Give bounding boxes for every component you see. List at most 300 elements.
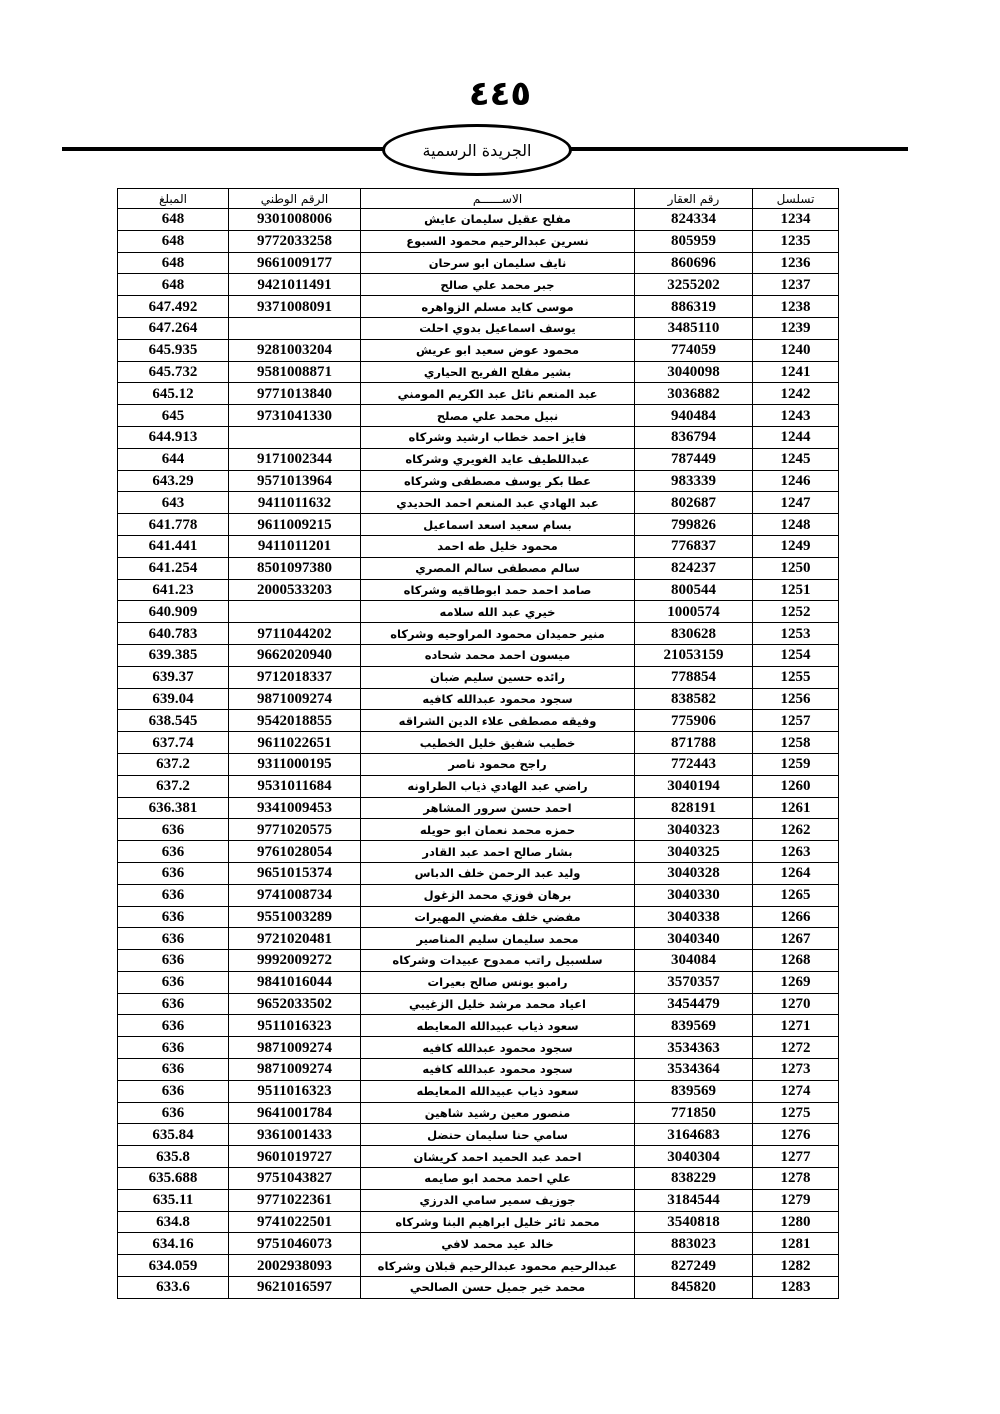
serial-cell: 1271: [753, 1015, 839, 1037]
serial-cell: 1265: [753, 884, 839, 906]
column-header-amount: المبلغ: [118, 189, 229, 209]
table-row: [118, 1277, 839, 1299]
amount-cell: 643: [118, 492, 229, 514]
property-no-cell: 3040338: [635, 906, 753, 928]
name-cell: بسام سعيد اسعد اسماعيل: [361, 514, 635, 536]
national-no-cell: 9771022361: [229, 1189, 361, 1211]
serial-cell: 1266: [753, 906, 839, 928]
name-cell: عبد المنعم نائل عبد الكريم المومني: [361, 383, 635, 405]
name-cell: برهان فوزي محمد الزغول: [361, 884, 635, 906]
table-row: [118, 753, 839, 775]
serial-cell: 1248: [753, 514, 839, 536]
property-no-cell: 787449: [635, 448, 753, 470]
table-row: [118, 688, 839, 710]
property-no-cell: 3164683: [635, 1124, 753, 1146]
serial-cell: 1272: [753, 1037, 839, 1059]
national-no-cell: 9611022651: [229, 732, 361, 754]
serial-cell: 1280: [753, 1211, 839, 1233]
name-cell: سلسبيل راتب ممدوح عبيدات وشركاه: [361, 950, 635, 972]
property-no-cell: 830628: [635, 623, 753, 645]
amount-cell: 636: [118, 950, 229, 972]
serial-cell: 1259: [753, 753, 839, 775]
property-no-cell: 845820: [635, 1277, 753, 1299]
table-row: [118, 884, 839, 906]
table-row: [118, 274, 839, 296]
property-no-cell: 3040098: [635, 361, 753, 383]
serial-cell: 1251: [753, 579, 839, 601]
national-no-cell: 9751043827: [229, 1168, 361, 1190]
amount-cell: 639.04: [118, 688, 229, 710]
table-row: [118, 1059, 839, 1081]
national-no-cell: 9571013964: [229, 470, 361, 492]
property-no-cell: 828191: [635, 797, 753, 819]
name-cell: محمد سليمان سليم المناصير: [361, 928, 635, 950]
national-no-cell: 9551003289: [229, 906, 361, 928]
table-row: [118, 405, 839, 427]
amount-cell: 635.11: [118, 1189, 229, 1211]
name-cell: نايف سليمان ابو سرحان: [361, 252, 635, 274]
name-cell: مفلح عقيل سليمان عايش: [361, 209, 635, 231]
national-no-cell: 9542018855: [229, 710, 361, 732]
property-no-cell: 3255202: [635, 274, 753, 296]
national-no-cell: 9361001433: [229, 1124, 361, 1146]
national-no-cell: 9531011684: [229, 775, 361, 797]
property-no-cell: 3040340: [635, 928, 753, 950]
national-no-cell: 9741008734: [229, 884, 361, 906]
amount-cell: 634.059: [118, 1255, 229, 1277]
amount-cell: 645.935: [118, 339, 229, 361]
serial-cell: 1276: [753, 1124, 839, 1146]
property-no-cell: 799826: [635, 514, 753, 536]
serial-cell: 1240: [753, 339, 839, 361]
amount-cell: 636: [118, 819, 229, 841]
serial-cell: 1273: [753, 1059, 839, 1081]
records-table: [117, 188, 839, 1299]
national-no-cell: 9871009274: [229, 1059, 361, 1081]
table-row: [118, 819, 839, 841]
property-no-cell: 3184544: [635, 1189, 753, 1211]
name-cell: عبد الهادي عبد المنعم احمد الحديدي: [361, 492, 635, 514]
serial-cell: 1263: [753, 841, 839, 863]
national-no-cell: 9871009274: [229, 688, 361, 710]
amount-cell: 645.12: [118, 383, 229, 405]
name-cell: احمد عبد الحميد احمد كريشان: [361, 1146, 635, 1168]
name-cell: سامي حنا سليمان حنضل: [361, 1124, 635, 1146]
amount-cell: 638.545: [118, 710, 229, 732]
table-row: [118, 557, 839, 579]
table-row: [118, 862, 839, 884]
name-cell: نبيل محمد علي مصلح: [361, 405, 635, 427]
table-row: [118, 317, 839, 339]
name-cell: سجود محمود عبدالله كافيه: [361, 1059, 635, 1081]
name-cell: جبر محمد علي صالح: [361, 274, 635, 296]
national-no-cell: 9421011491: [229, 274, 361, 296]
property-no-cell: 3040304: [635, 1146, 753, 1168]
serial-cell: 1270: [753, 993, 839, 1015]
property-no-cell: 304084: [635, 950, 753, 972]
serial-cell: 1249: [753, 535, 839, 557]
table-row: [118, 841, 839, 863]
national-no-cell: 9771013840: [229, 383, 361, 405]
amount-cell: 636: [118, 928, 229, 950]
table-row: [118, 1146, 839, 1168]
national-no-cell: 9411011632: [229, 492, 361, 514]
table-row: [118, 1233, 839, 1255]
national-no-cell: 9751046073: [229, 1233, 361, 1255]
property-no-cell: 802687: [635, 492, 753, 514]
national-no-cell: 8501097380: [229, 557, 361, 579]
name-cell: راضي عبد الهادي ذياب الطراونه: [361, 775, 635, 797]
serial-cell: 1252: [753, 601, 839, 623]
amount-cell: 636: [118, 1059, 229, 1081]
serial-cell: 1246: [753, 470, 839, 492]
national-no-cell: 9992009272: [229, 950, 361, 972]
name-cell: راجح محمود ناصر: [361, 753, 635, 775]
table-row: [118, 448, 839, 470]
national-no-cell: 9661009177: [229, 252, 361, 274]
national-no-cell: 9772033258: [229, 230, 361, 252]
serial-cell: 1261: [753, 797, 839, 819]
property-no-cell: 3570357: [635, 971, 753, 993]
serial-cell: 1250: [753, 557, 839, 579]
national-no-cell: 9311000195: [229, 753, 361, 775]
serial-cell: 1234: [753, 209, 839, 231]
name-cell: محمود خليل طه احمد: [361, 535, 635, 557]
amount-cell: 644.913: [118, 426, 229, 448]
name-cell: وليد عبد الرحمن خلف الدباس: [361, 862, 635, 884]
serial-cell: 1258: [753, 732, 839, 754]
property-no-cell: 871788: [635, 732, 753, 754]
property-no-cell: 1000574: [635, 601, 753, 623]
table-row: [118, 644, 839, 666]
name-cell: محمود عوض سعيد ابو عريش: [361, 339, 635, 361]
name-cell: مفضي خلف مفضي المهيرات: [361, 906, 635, 928]
property-no-cell: 3534363: [635, 1037, 753, 1059]
name-cell: محمد ثائر خليل ابراهيم البنا وشركاه: [361, 1211, 635, 1233]
national-no-cell: 9581008871: [229, 361, 361, 383]
column-header-name: الاســــــم: [361, 189, 635, 209]
table-row: [118, 623, 839, 645]
amount-cell: 636: [118, 1037, 229, 1059]
name-cell: ميسون احمد محمد شحاده: [361, 644, 635, 666]
serial-cell: 1241: [753, 361, 839, 383]
national-no-cell: 9371008091: [229, 296, 361, 318]
table-row: [118, 1037, 839, 1059]
table-row: [118, 426, 839, 448]
name-cell: سجود محمود عبدالله كافيه: [361, 1037, 635, 1059]
amount-cell: 637.2: [118, 775, 229, 797]
table-row: [118, 339, 839, 361]
serial-cell: 1282: [753, 1255, 839, 1277]
amount-cell: 648: [118, 274, 229, 296]
amount-cell: 635.8: [118, 1146, 229, 1168]
column-header-serial: تسلسل: [753, 189, 839, 209]
serial-cell: 1269: [753, 971, 839, 993]
name-cell: موسى كايد مسلم الزواهره: [361, 296, 635, 318]
amount-cell: 636: [118, 841, 229, 863]
table-row: [118, 775, 839, 797]
name-cell: علي احمد محمد ابو صايمه: [361, 1168, 635, 1190]
table-row: [118, 1255, 839, 1277]
property-no-cell: 776837: [635, 535, 753, 557]
name-cell: يوسف اسماعيل بدوي احلت: [361, 317, 635, 339]
property-no-cell: 983339: [635, 470, 753, 492]
name-cell: بشير مفلح الفريح الحياري: [361, 361, 635, 383]
amount-cell: 636: [118, 884, 229, 906]
serial-cell: 1235: [753, 230, 839, 252]
name-cell: سجود محمود عبدالله كافيه: [361, 688, 635, 710]
name-cell: سالم مصطفى سالم المصري: [361, 557, 635, 579]
table-row: [118, 1124, 839, 1146]
national-no-cell: [229, 426, 361, 448]
serial-cell: 1245: [753, 448, 839, 470]
property-no-cell: 824237: [635, 557, 753, 579]
table-row: [118, 252, 839, 274]
name-cell: نسرين عبدالرحيم محمود السبوع: [361, 230, 635, 252]
amount-cell: 634.8: [118, 1211, 229, 1233]
amount-cell: 647.264: [118, 317, 229, 339]
amount-cell: 648: [118, 209, 229, 231]
national-no-cell: 9601019727: [229, 1146, 361, 1168]
name-cell: صامد احمد حمد ابوطاقيه وشركاه: [361, 579, 635, 601]
amount-cell: 636: [118, 1102, 229, 1124]
table-row: [118, 579, 839, 601]
property-no-cell: 3040325: [635, 841, 753, 863]
serial-cell: 1264: [753, 862, 839, 884]
serial-cell: 1279: [753, 1189, 839, 1211]
property-no-cell: 838229: [635, 1168, 753, 1190]
national-no-cell: 9651015374: [229, 862, 361, 884]
national-no-cell: 9641001784: [229, 1102, 361, 1124]
table-row: [118, 1168, 839, 1190]
amount-cell: 641.778: [118, 514, 229, 536]
national-no-cell: [229, 601, 361, 623]
serial-cell: 1238: [753, 296, 839, 318]
amount-cell: 641.254: [118, 557, 229, 579]
property-no-cell: 839569: [635, 1015, 753, 1037]
amount-cell: 634.16: [118, 1233, 229, 1255]
table-row: [118, 993, 839, 1015]
serial-cell: 1283: [753, 1277, 839, 1299]
property-no-cell: 771850: [635, 1102, 753, 1124]
amount-cell: 641.23: [118, 579, 229, 601]
serial-cell: 1277: [753, 1146, 839, 1168]
serial-cell: 1278: [753, 1168, 839, 1190]
serial-cell: 1236: [753, 252, 839, 274]
serial-cell: 1255: [753, 666, 839, 688]
table-row: [118, 1189, 839, 1211]
amount-cell: 647.492: [118, 296, 229, 318]
table-row: [118, 928, 839, 950]
name-cell: وفيقه مصطفى علاء الدين الشراقه: [361, 710, 635, 732]
table-row: [118, 1102, 839, 1124]
property-no-cell: 3485110: [635, 317, 753, 339]
amount-cell: 636: [118, 906, 229, 928]
name-cell: رائده حسين سليم ضبان: [361, 666, 635, 688]
table-row: [118, 514, 839, 536]
serial-cell: 1254: [753, 644, 839, 666]
amount-cell: 641.441: [118, 535, 229, 557]
property-no-cell: 824334: [635, 209, 753, 231]
table-row: [118, 950, 839, 972]
serial-cell: 1242: [753, 383, 839, 405]
records-body: [118, 209, 839, 1299]
amount-cell: 637.74: [118, 732, 229, 754]
property-no-cell: 805959: [635, 230, 753, 252]
serial-cell: 1244: [753, 426, 839, 448]
table-row: [118, 296, 839, 318]
serial-cell: 1247: [753, 492, 839, 514]
table-row: [118, 209, 839, 231]
property-no-cell: 778854: [635, 666, 753, 688]
name-cell: عبداللطيف عايد الغويري وشركاه: [361, 448, 635, 470]
publication-title-badge: [382, 124, 572, 176]
national-no-cell: 9761028054: [229, 841, 361, 863]
name-cell: فايز احمد خطاب ارشيد وشركاه: [361, 426, 635, 448]
amount-cell: 635.84: [118, 1124, 229, 1146]
national-no-cell: 9511016323: [229, 1015, 361, 1037]
name-cell: منير حميدان محمود المراوحيه وشركاه: [361, 623, 635, 645]
name-cell: احمد حسن سرور المشاهر: [361, 797, 635, 819]
table-row: [118, 971, 839, 993]
national-no-cell: 9511016323: [229, 1080, 361, 1102]
serial-cell: 1274: [753, 1080, 839, 1102]
serial-cell: 1268: [753, 950, 839, 972]
national-no-cell: 9712018337: [229, 666, 361, 688]
name-cell: خالد عيد محمد لافي: [361, 1233, 635, 1255]
property-no-cell: 940484: [635, 405, 753, 427]
serial-cell: 1243: [753, 405, 839, 427]
name-cell: محمد خير جميل حسن الصالحي: [361, 1277, 635, 1299]
property-no-cell: 3040323: [635, 819, 753, 841]
name-cell: رامبو يونس صالح بعيرات: [361, 971, 635, 993]
national-no-cell: 9341009453: [229, 797, 361, 819]
amount-cell: 635.688: [118, 1168, 229, 1190]
name-cell: خيري عبد الله سلامه: [361, 601, 635, 623]
property-no-cell: 860696: [635, 252, 753, 274]
table-row: [118, 492, 839, 514]
national-no-cell: 9871009274: [229, 1037, 361, 1059]
serial-cell: 1253: [753, 623, 839, 645]
amount-cell: 645: [118, 405, 229, 427]
property-no-cell: 772443: [635, 753, 753, 775]
national-no-cell: 9721020481: [229, 928, 361, 950]
amount-cell: 643.29: [118, 470, 229, 492]
amount-cell: 644: [118, 448, 229, 470]
name-cell: سعود ذياب عبيدالله المعايطه: [361, 1015, 635, 1037]
national-no-cell: 9731041330: [229, 405, 361, 427]
name-cell: خطيب شفيق خليل الخطيب: [361, 732, 635, 754]
property-no-cell: 838582: [635, 688, 753, 710]
name-cell: حمزه محمد نعمان ابو حويله: [361, 819, 635, 841]
serial-cell: 1237: [753, 274, 839, 296]
property-no-cell: 800544: [635, 579, 753, 601]
amount-cell: 637.2: [118, 753, 229, 775]
table-row: [118, 230, 839, 252]
amount-cell: 636: [118, 862, 229, 884]
property-no-cell: 3040194: [635, 775, 753, 797]
property-no-cell: 21053159: [635, 644, 753, 666]
amount-cell: 645.732: [118, 361, 229, 383]
table-row: [118, 1080, 839, 1102]
table-row: [118, 470, 839, 492]
table-row: [118, 797, 839, 819]
table-row: [118, 361, 839, 383]
serial-cell: 1257: [753, 710, 839, 732]
serial-cell: 1260: [753, 775, 839, 797]
property-no-cell: 827249: [635, 1255, 753, 1277]
national-no-cell: [229, 317, 361, 339]
national-no-cell: 9171002344: [229, 448, 361, 470]
amount-cell: 640.909: [118, 601, 229, 623]
property-no-cell: 836794: [635, 426, 753, 448]
amount-cell: 648: [118, 230, 229, 252]
table-row: [118, 732, 839, 754]
column-header-property-no: رقم العقار: [635, 189, 753, 209]
serial-cell: 1262: [753, 819, 839, 841]
property-no-cell: 3540818: [635, 1211, 753, 1233]
name-cell: عطا بكر يوسف مصطفى وشركاه: [361, 470, 635, 492]
property-no-cell: 839569: [635, 1080, 753, 1102]
column-header-national-no: الرقم الوطني: [229, 189, 361, 209]
amount-cell: 636.381: [118, 797, 229, 819]
table-row: [118, 1015, 839, 1037]
amount-cell: 639.385: [118, 644, 229, 666]
property-no-cell: 886319: [635, 296, 753, 318]
amount-cell: 636: [118, 1080, 229, 1102]
name-cell: عبدالرحيم محمود عبدالرحيم قبلان وشركاه: [361, 1255, 635, 1277]
national-no-cell: 9841016044: [229, 971, 361, 993]
table-header-row: [118, 189, 839, 209]
amount-cell: 636: [118, 971, 229, 993]
property-no-cell: 3040328: [635, 862, 753, 884]
serial-cell: 1281: [753, 1233, 839, 1255]
national-no-cell: 9301008006: [229, 209, 361, 231]
table-row: [118, 601, 839, 623]
national-no-cell: 9611009215: [229, 514, 361, 536]
property-no-cell: 3454479: [635, 993, 753, 1015]
serial-cell: 1239: [753, 317, 839, 339]
national-no-cell: 9621016597: [229, 1277, 361, 1299]
amount-cell: 639.37: [118, 666, 229, 688]
property-no-cell: 774059: [635, 339, 753, 361]
amount-cell: 636: [118, 1015, 229, 1037]
amount-cell: 648: [118, 252, 229, 274]
national-no-cell: 2000533203: [229, 579, 361, 601]
serial-cell: 1256: [753, 688, 839, 710]
national-no-cell: 2002938093: [229, 1255, 361, 1277]
name-cell: اعياد محمد مرشد خليل الزغيبي: [361, 993, 635, 1015]
page-number: ٤٤٥: [468, 74, 532, 114]
table-row: [118, 383, 839, 405]
name-cell: بشار صالح احمد عبد القادر: [361, 841, 635, 863]
national-no-cell: 9411011201: [229, 535, 361, 557]
property-no-cell: 3534364: [635, 1059, 753, 1081]
table-row: [118, 710, 839, 732]
serial-cell: 1275: [753, 1102, 839, 1124]
amount-cell: 633.6: [118, 1277, 229, 1299]
national-no-cell: 9741022501: [229, 1211, 361, 1233]
amount-cell: 636: [118, 993, 229, 1015]
name-cell: جوزيف سمير سامي الدرزي: [361, 1189, 635, 1211]
amount-cell: 640.783: [118, 623, 229, 645]
table-row: [118, 666, 839, 688]
national-no-cell: 9281003204: [229, 339, 361, 361]
table-row: [118, 1211, 839, 1233]
property-no-cell: 3036882: [635, 383, 753, 405]
national-no-cell: 9771020575: [229, 819, 361, 841]
publication-title: الجريدة الرسمية: [422, 140, 532, 160]
